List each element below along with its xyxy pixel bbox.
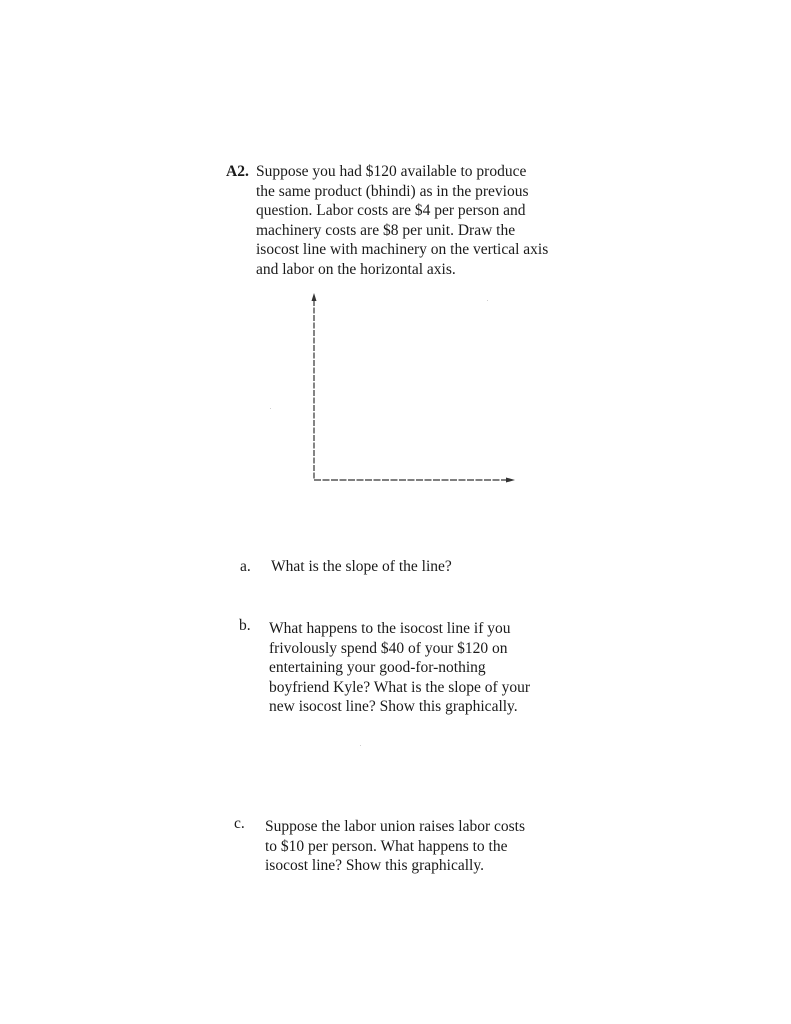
vertical-axis-arrowhead <box>312 293 317 301</box>
scan-speck <box>270 408 271 409</box>
question-a-line: What is the slope of the line? <box>271 558 452 575</box>
question-a-label: a. <box>240 558 251 575</box>
question-c-label: c. <box>234 815 245 832</box>
problem-line: question. Labor costs are $4 per person and <box>256 202 526 219</box>
problem-line: machinery costs are $8 per unit. Draw the <box>256 221 516 239</box>
problem-line: Suppose you had $120 available to produce <box>256 163 527 180</box>
question-a-text <box>271 557 591 577</box>
question-b-label: b. <box>239 617 251 634</box>
question-c-text <box>265 817 595 876</box>
scan-speck <box>487 300 488 301</box>
question-b-line: boyfriend Kyle? What is the slope of your <box>269 678 530 696</box>
problem-label: A2. <box>226 163 249 180</box>
question-b-line: new isocost line? Show this graphically. <box>269 698 518 715</box>
blank-axes-diagram <box>300 290 530 490</box>
question-c-line: isocost line? Show this graphically. <box>265 857 484 874</box>
problem-line: the same product (bhindi) as in the previous <box>256 182 529 200</box>
horizontal-axis-arrowhead <box>506 478 515 483</box>
question-b-line: entertaining your good-for-nothing <box>269 659 486 676</box>
problem-line: and labor on the horizontal axis. <box>256 260 456 278</box>
problem-line: isocost line with machinery on the vertical axis <box>256 241 549 258</box>
question-b-line: What happens to the isocost line if you <box>269 620 511 637</box>
scan-speck <box>360 745 361 746</box>
problem-text <box>256 162 596 279</box>
question-b-line: frivolously spend $40 of your $120 on <box>269 639 508 657</box>
question-c-line: to $10 per person. What happens to the <box>265 837 508 855</box>
question-b-text <box>269 619 599 717</box>
question-c-line: Suppose the labor union raises labor costs <box>265 818 526 835</box>
